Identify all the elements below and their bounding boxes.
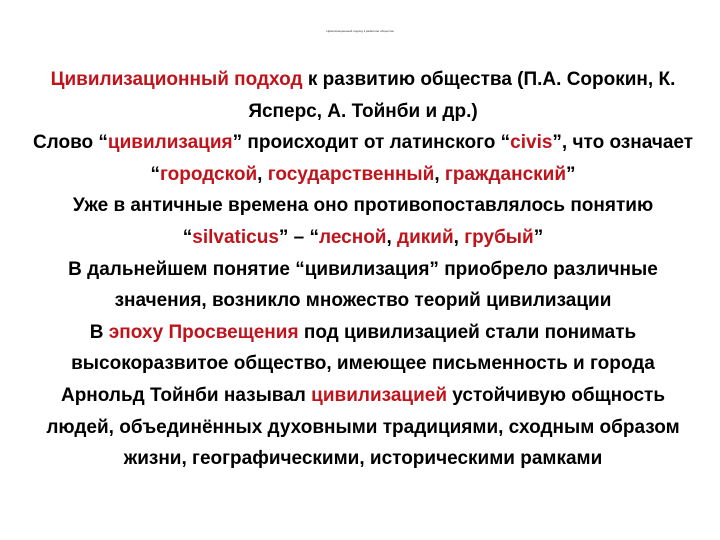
text-segment: к развитию общества (П.А. Сорокин, К. Ясперс, А. Тойнби и др.)	[248, 69, 676, 122]
text-segment: Уже в античные времена оно противопоставлялось понятию “	[72, 195, 654, 248]
term-forest: лесной	[319, 226, 387, 248]
term-wild: дикий	[397, 226, 454, 248]
text-segment: ,	[257, 163, 268, 185]
text-segment: ” происходит от латинского “	[232, 132, 511, 154]
text-segment: ” – “	[278, 226, 320, 248]
text-segment: Слово “	[32, 132, 108, 154]
slide-body	[30, 64, 696, 475]
term-silvaticus: silvaticus	[192, 226, 279, 248]
text-segment: устойчивую общность людей, объединённых духовными традициями, сходным образом жизни, географическими, историческими рамками	[46, 384, 680, 470]
paragraph-etymology	[30, 127, 696, 190]
term-civilization: цивилизация	[107, 132, 233, 154]
text-segment: В дальнейшем понятие “цивилизация” приобрело различные значения, возникло множество теорий цивилизации	[68, 258, 658, 312]
text-segment: В	[89, 321, 109, 343]
term-civilizational-approach: Цивилизационный подход	[50, 69, 303, 90]
slide-title: Цивилизационный подход к развитию общества	[326, 29, 394, 33]
term-rough: грубый	[464, 226, 534, 248]
term-state: государственный	[267, 163, 435, 185]
term-urban: городской	[159, 163, 258, 185]
paragraph-approach	[30, 64, 696, 127]
text-segment: ”, что означает “	[150, 132, 694, 185]
term-civil: гражданский	[444, 163, 567, 185]
text-segment: под цивилизацией стали понимать высокоразвитое общество, имеющее письменность и города	[71, 321, 655, 375]
paragraph-toynbee	[30, 380, 696, 475]
text-segment: ”	[566, 163, 576, 185]
text-segment: Арнольд Тойнби называл	[60, 384, 312, 406]
text-segment: ,	[434, 163, 445, 185]
paragraph-enlightenment	[30, 317, 696, 380]
text-segment: ”	[533, 226, 544, 248]
paragraph-antiquity	[30, 190, 696, 253]
term-enlightenment: эпоху Просвещения	[108, 321, 299, 343]
text-segment: ,	[453, 226, 465, 248]
term-civilization-toynbee: цивилизацией	[311, 384, 447, 406]
text-segment: ,	[386, 226, 398, 248]
paragraph-later-meanings	[30, 254, 696, 317]
term-civis: civis	[510, 132, 553, 154]
